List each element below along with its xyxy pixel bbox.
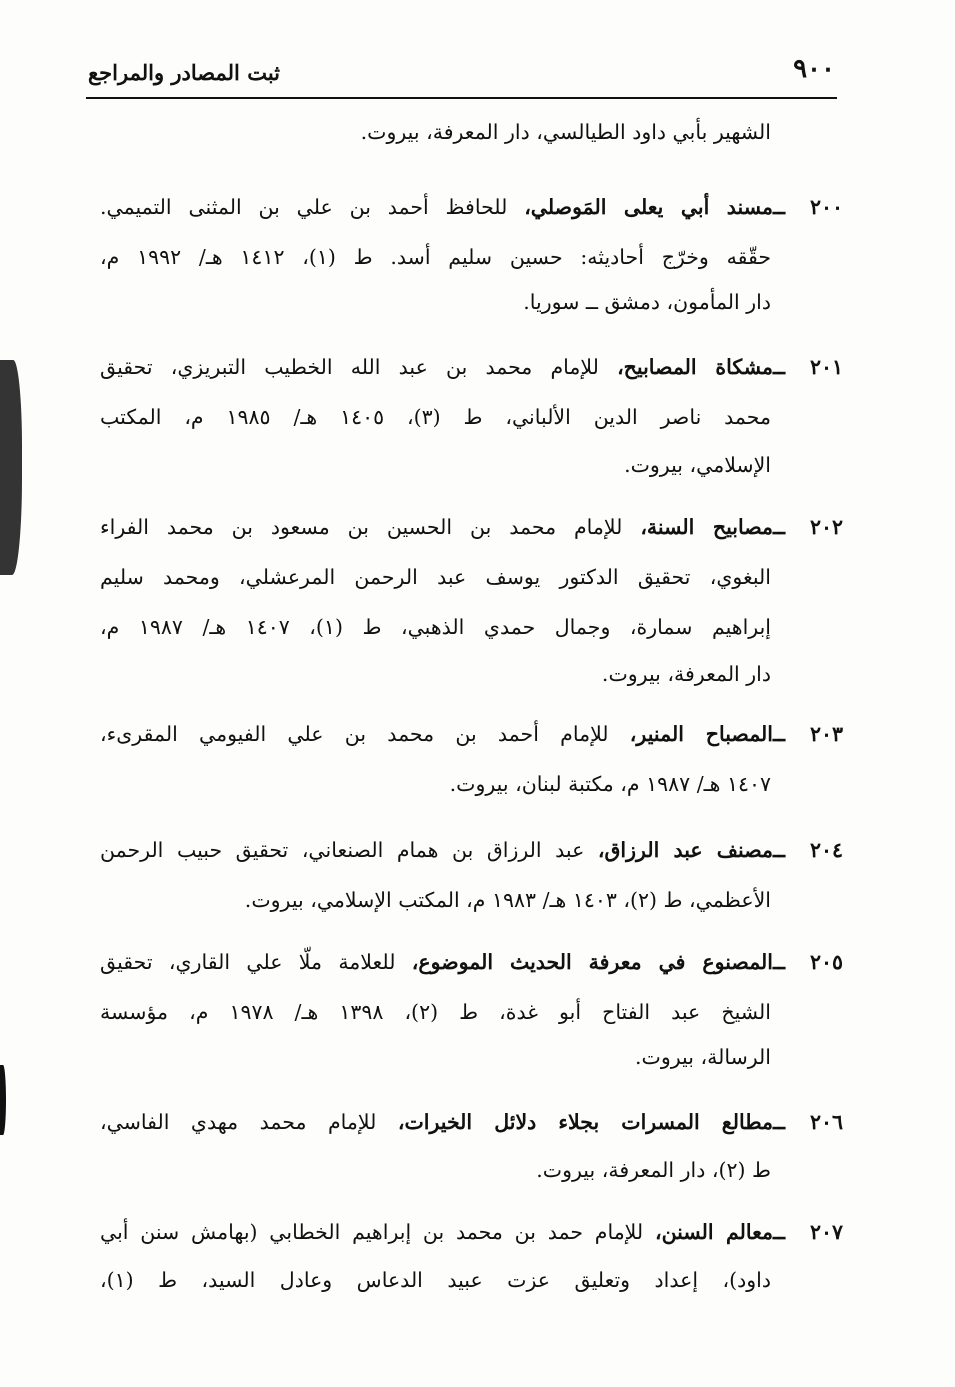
entry-line: دار المأمون، دمشق ــ سوريا. [523,290,771,314]
entry-number: ٢٠٧ ــ [773,1220,843,1244]
entry-line: الأعظمي، ط (٢)، ١٤٠٣ هـ/ ١٩٨٣ م، المكتب الإسلامي، بيروت. [244,888,771,912]
entry-title: مطالع المسرات بجلاء دلائل الخيرات، [397,1110,773,1134]
page-number: ٩٠٠ [793,54,835,84]
entry-line: الرسالة، بيروت. [635,1045,771,1069]
entry-title: مسند أبي يعلى المَوصلي، [524,195,773,219]
entry-text: للإمام محمد مهدي الفاسي، [100,1110,377,1134]
entry-text: للعلامة ملّا علي القاري، تحقيق [100,950,396,974]
entry-line: ط (٢)، دار المعرفة، بيروت. [536,1158,771,1182]
entry-200 [100,185,843,229]
entry-line: محمد ناصر الدين الألباني، ط (٣)، ١٤٠٥ هـ/ ١٩٨٥ م، المكتب [100,405,771,429]
entry-title: مصابيح السنة، [640,515,773,539]
entry-line: ١٤٠٧ هـ/ ١٩٨٧ م، مكتبة لبنان، بيروت. [449,772,771,796]
entry-text: عبد الرزاق بن همام الصنعاني، تحقيق حبيب الرحمن [100,838,585,862]
entry-title: مشكاة المصابيح، [617,355,773,379]
entry-number: ٢٠٤ ــ [772,838,843,862]
entry-line: الشيخ عبد الفتاح أبو غدة، ط (٢)، ١٣٩٨ هـ/ ١٩٧٨ م، مؤسسة [100,1000,771,1024]
entry-202 [100,505,843,549]
entry-text: للإمام حمد بن محمد بن إبراهيم الخطابي (بهامش سنن أبي [100,1220,644,1244]
entry-title: المصنوع في معرفة الحديث الموضوع، [411,950,773,974]
entry-line: دار المعرفة، بيروت. [601,662,771,686]
entry-204 [100,828,843,872]
entry-number: ٢٠١ ــ [773,355,843,379]
entry-number: ٢٠٢ ــ [773,515,843,539]
entry-title: مصنف عبد الرزاق، [597,838,773,862]
entry-title: معالم السنن، [654,1220,773,1244]
entry-line: البغوي، تحقيق الدكتور يوسف عبد الرحمن المرعشلي، ومحمد سليم [100,565,771,589]
entry-title: المصباح المنير، [629,722,773,746]
scan-edge-mark [0,1065,6,1135]
entry-line: حقّقه وخرّج أحاديثه: حسين سليم أسد. ط (١)، ١٤١٢ هـ/ ١٩٩٢ م، [100,245,771,269]
page-header [88,54,837,98]
running-title: ثبت المصادر والمراجع [88,60,280,85]
entry-line: إبراهيم سمارة، وجمال حمدي الذهبي، ط (١)، ١٤٠٧ هـ/ ١٩٨٧ م، [100,615,771,639]
scan-edge-shadow [0,360,22,575]
entry-number: ٢٠٦ ــ [773,1110,843,1134]
entry-number: ٢٠٠ ــ [773,195,843,219]
entry-199-continuation: الشهير بأبي داود الطيالسي، دار المعرفة، بيروت. [360,120,771,144]
entry-text: للحافظ أحمد بن علي بن المثنى التميمي. [100,195,508,219]
entry-number: ٢٠٥ ــ [773,950,843,974]
entry-206 [100,1100,843,1144]
entry-201 [100,345,843,389]
entry-number: ٢٠٣ ــ [773,722,843,746]
entry-205 [100,940,843,984]
entry-207 [100,1210,843,1254]
entry-line: داود)، إعداد وتعليق عزت عبيد الدعاس وعادل السيد، ط (١)، [100,1268,771,1292]
entry-text: للإمام محمد بن عبد الله الخطيب التبريزي، تحقيق [100,355,599,379]
entry-text: للإمام محمد بن الحسين بن مسعود بن محمد الفراء [100,515,623,539]
entry-203 [100,712,843,756]
header-rule [86,97,837,99]
entry-text: للإمام أحمد بن محمد بن علي الفيومي المقرىء، [100,722,609,746]
entry-line: الإسلامي، بيروت. [624,453,771,477]
